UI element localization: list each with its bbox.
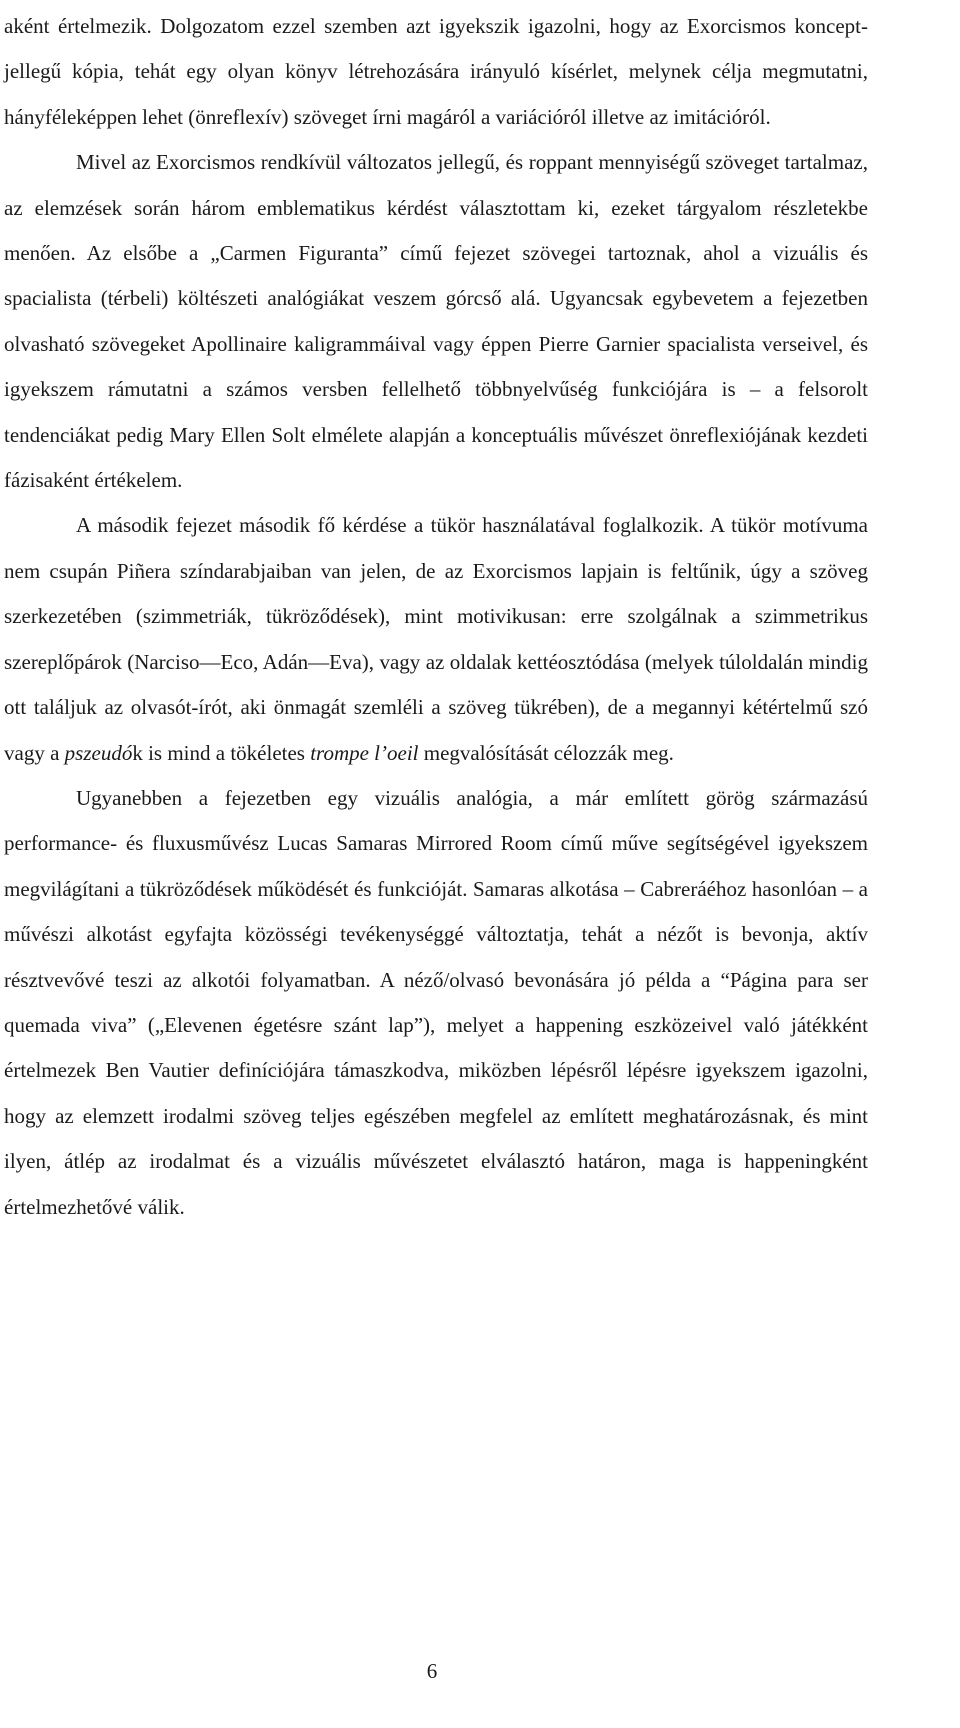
- text-run: aként értelmezik. Dolgozatom ezzel szemben azt igyekszik igazolni, hogy az Exorcismos koncept-jellegű kópia, tehát egy olyan könyv létrehozására irányuló kísérlet, melynek célja megmutatni, hányféleképpen lehet (önreflexív) szöveget írni magáról a variációról illetve az imitációról.: [4, 14, 868, 129]
- text-run: Mivel az Exorcismos rendkívül változatos jellegű, és roppant mennyiségű szöveget tartalmaz, az elemzések során három emblematikus kérdést választottam ki, ezeket tárgyalom részletekbe menően. Az elsőbe a „Carmen Figuranta” című fejezet szövegei tartoznak, ahol a vizuális és spacialista (térbeli) költészeti analógiákat veszem górcső alá. Ugyancsak egybevetem a fejezetben olvasható szövegeket Apollinaire kaligrammáival vagy éppen Pierre Garnier spacialista verseivel, és igyekszem rámutatni a számos versben fellelhető többnyelvűség funkciójára is – a felsorolt tendenciákat pedig Mary Ellen Solt elmélete alapján a konceptuális művészet önreflexiójának kezdeti fázisaként értékelem.: [4, 150, 868, 493]
- paragraph-p4: [4, 776, 868, 1230]
- italic-text: trompe l’oeil: [310, 740, 419, 765]
- paragraph-p2: [4, 140, 868, 503]
- page-number: 6: [426, 1659, 438, 1683]
- text-run: Ugyanebben a fejezetben egy vizuális analógia, a már említett görög származású performance- és fluxusművész Lucas Samaras Mirrored Room című műve segítségével igyekszem megvilágítani a tükröződések működését és funkcióját. Samaras alkotása – Cabreráéhoz hasonlóan – a művészi alkotást egyfajta közösségi tevékenységgé változtatja, tehát a nézőt is bevonja, aktív résztvevővé teszi az alkotói folyamatban. A néző/olvasó bevonására jó példa a “Página para ser quemada viva” („Elevenen égetésre szánt lap”), melyet a happening eszközeivel való játékként értelmezek Ben Vautier definíciójára támaszkodva, miközben lépésről lépésre igyekszem igazolni, hogy az elemzett irodalmi szöveg teljes egészében megfelel az említett meghatározásnak, és mint ilyen, átlép az irodalmat és a vizuális művészetet elválasztó határon, maga is happeningként értelmezhetővé válik.: [4, 785, 868, 1219]
- paragraph-p1: [4, 4, 868, 140]
- italic-text: pszeudó: [64, 740, 133, 765]
- text-run: megvalósítását célozzák meg.: [418, 740, 674, 765]
- text-run: k is mind a tökéletes: [132, 740, 311, 765]
- paragraph-p3: [4, 503, 868, 775]
- text-run: A második fejezet második fő kérdése a tükör használatával foglalkozik. A tükör motívuma nem csupán Piñera színdarabjaiban van jelen, de az Exorcismos lapjain is feltűnik, úgy a szöveg szerkezetében (szimmetriák, tükröződések), mint motivikusan: erre szolgálnak a szimmetrikus szereplőpárok (Narciso—Eco, Adán—Eva), vagy az oldalak kettéosztódása (melyek túloldalán mindig ott találjuk az olvasót-írót, aki önmagát szemléli a szöveg tükrében), de a megannyi kétértelmű szó vagy a: [4, 513, 868, 765]
- body-text: [4, 4, 868, 1230]
